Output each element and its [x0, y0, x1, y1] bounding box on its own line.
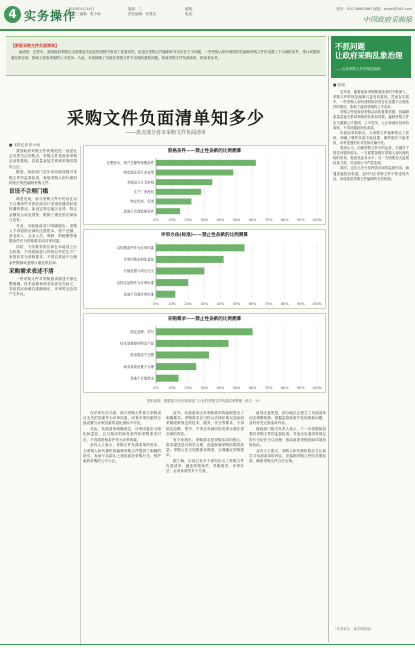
paragraph: 有专家指出，采购需求是采购活动的核心，需求描述是否科学合理，直接影响采购结果的质量。采购人应当加强需求调查，合理确定采购需求。	[166, 437, 244, 458]
chart-title: 资格条件——禁止性条款的比例测算	[167, 149, 242, 154]
chart-bar	[156, 375, 179, 382]
article-column-1	[9, 149, 77, 639]
article-column-2	[83, 411, 161, 646]
x-tick-label: 30%	[200, 386, 209, 390]
section-subheading: 采购需求表述不清	[9, 268, 54, 275]
x-tick-label: 20%	[184, 386, 192, 390]
category-label: 生产厂家授权	[133, 190, 154, 195]
sidebar-paragraph: 同时，还应当充分发挥供应商的监督作用，畅通质疑投诉渠道，及时纠正采购文件中的违规内容，形成规范采购文件编制的长效机制。	[333, 166, 409, 181]
column-divider	[80, 146, 81, 646]
section-title: 实务操作	[24, 9, 77, 23]
article-headline: 采购文件负面清单知多少	[67, 109, 265, 129]
x-tick-label: 70%	[264, 218, 273, 222]
chart-bar	[156, 256, 224, 263]
category-label: 其他不合理评审标准	[123, 292, 154, 297]
chart-bar	[156, 328, 253, 335]
chart-bar	[156, 363, 196, 370]
masthead-divider	[0, 29, 415, 31]
sidebar-paragraph: 采购文件是政府采购活动的重要依据，其编制质量直接关系到采购的效率和效果。编制采购文件应当遵循公开透明、公平竞争、公正和诚实信用的原则，不得设置歧视性条款。	[333, 110, 409, 130]
x-tick-label: 10%	[168, 386, 176, 390]
sidebar-commentary	[331, 36, 411, 642]
x-tick-label: 40%	[216, 302, 225, 306]
paragraph: 据了解，目前已有多个省份出台了采购文件负面清单，涵盖资格条件、采购需求、评审办法、合同条款等多个方面。	[166, 459, 244, 474]
paragraph: 调查发现，部分采购文件中仍存在以不合理条件对供应商实行差别待遇或歧视待遇的情况，如设定特定地区业绩、特定金额的合同业绩等，限制了潜在供应商参与竞争。	[9, 197, 77, 222]
category-label: 特定奖项、荣誉	[130, 199, 154, 204]
masthead	[0, 0, 415, 30]
sidebar-paragraph: 笔者认为，治理采购文件中的乱象，关键在于抓住问题的源头。一方面要加强对采购人和代理机构的培训，提高其业务水平；另一方面要加大监督检查力度，对违规行为严肃处理。	[333, 146, 409, 166]
x-tick-label: 40%	[216, 386, 225, 390]
sidebar-body	[333, 90, 409, 610]
x-tick-label: 80%	[281, 218, 289, 222]
sidebar-divider	[328, 36, 329, 642]
paragraph: 值得注意的是，部分地区还建立了负面清单动态调整机制，根据监督检查中发现的新问题，及时补充完善清单内容。	[249, 411, 326, 426]
sidebar-title-line: 让政府采购乱象治理	[335, 51, 403, 60]
x-tick-label: 0%	[153, 302, 159, 306]
chart-title: 采购需求——禁止性条款的比例测算	[167, 317, 242, 322]
x-tick-label: 50%	[232, 302, 241, 306]
category-label: 指定品牌、型号	[130, 330, 154, 334]
x-tick-label: 60%	[248, 386, 257, 390]
x-tick-label: 90%	[297, 218, 305, 222]
chart-source-note: 资料来源：根据部分省市财政部门公布的采购文件负面清单整理（单位：%）	[146, 399, 263, 403]
x-tick-label: 30%	[200, 218, 209, 222]
sidebar-subtitle: ——也谈采购文件的规范编制	[335, 67, 381, 71]
x-tick-label: 60%	[248, 218, 257, 222]
chart-bar	[156, 291, 175, 298]
sidebar-paragraph: 负面清单的推出，为采购文件编制划定了底线，明确了哪些条款不能设置，哪些做法不能采用，具有很强的针对性和可操作性。	[333, 130, 409, 145]
chart-bar	[156, 170, 233, 176]
chart-panel	[83, 145, 326, 407]
x-tick-label: 10%	[168, 302, 176, 306]
chart-bar	[156, 244, 245, 251]
paragraph: 同时，不得要求供应商在本地设立分支机构，不得将除进口货物以外的生产厂家授权作为资格要求，不得以其他不合理条件限制或者排斥潜在供应商。	[9, 245, 77, 265]
editor-note-box	[6, 36, 326, 76]
sidebar-footnote: （作者单位：某市财政局）	[333, 627, 374, 631]
chart-bar	[156, 160, 256, 166]
bar-chart-3	[83, 313, 326, 393]
editor-note-text: 编者按：近些年，我国政府采购在全面推进法治化的进程中取得了显著成效，但是在采购文件编制环节仍存在不少问题，一些采购人和代理机构在编制采购文件时设置了不合理的条件，排斥或限制潜在供应商，影响了政府采购的公平竞争。为此，本报梳理了各地在采购文件中出现的典型问题，形成采购文件负面清单，供读者参考。	[11, 50, 320, 60]
chart-bar	[156, 340, 228, 347]
x-tick-label: 0%	[153, 386, 159, 390]
paragraph: 财政部门相关负责人表示，下一步将继续加强对采购文件的监督检查，对违反负面清单规定的行为依法予以处理，推动政府采购营商环境持续优化。	[249, 427, 326, 447]
paragraph: 此外，负面清单还对采购需求的编制提出了明确要求。采购需求应当符合法律法规以及政府采购政策规定的技术、服务、安全等要求，不得指定品牌、型号，不得含有倾向性或排斥潜在供应商的内容。	[166, 411, 244, 436]
chart-bar	[156, 199, 191, 205]
x-tick-label: 70%	[264, 302, 273, 306]
x-tick-label: 100%	[312, 386, 322, 390]
category-label: 注册资本、资产总额等规模条件	[106, 161, 154, 166]
chart-svg	[84, 146, 327, 226]
category-label: 评审因素未细化量化	[123, 257, 154, 262]
chart-bar	[156, 189, 201, 195]
x-tick-label: 50%	[232, 386, 241, 390]
paragraph: 业内人士建议，采购人和代理机构应当认真学习负面清单的内容，在编制采购文件时对照检查，确保采购文件合法合规。	[249, 448, 326, 464]
x-tick-label: 20%	[184, 302, 192, 306]
article-subheadline: ——盘点部分省市采购文件负面清单	[125, 130, 206, 136]
page-number-badge: 4	[4, 6, 21, 23]
sidebar-title-line: 不抓问题	[335, 42, 365, 51]
article-column-3	[166, 411, 244, 646]
contact-meta: 邮箱： 电话：	[185, 7, 196, 16]
x-tick-label: 70%	[264, 386, 273, 390]
category-label: 特定地区或行业业绩	[123, 170, 154, 175]
category-label: 其他不合理资格条件	[123, 209, 154, 214]
x-tick-label: 40%	[216, 218, 225, 222]
bar-chart-2	[83, 229, 326, 309]
issue-meta: 2010年4月14日 星期三 编辑：张小雨	[68, 7, 101, 16]
x-tick-label: 100%	[312, 302, 322, 306]
category-label: 本地设立分支机构	[126, 180, 154, 185]
x-tick-label: 20%	[184, 218, 192, 222]
paragraph: 对此，多地财政部门明确提出，采购人不得将供应商的注册资本、资产总额、营业收入、从业人员、利润、纳税额等规模条件作为资格要求或评审因素。	[9, 223, 77, 244]
category-label: 分值设置与项目无关	[123, 269, 154, 274]
category-label: 以规模条件作为评审因素	[116, 246, 154, 250]
newspaper-name: 中国政府采购报	[363, 16, 412, 24]
chart-bar	[156, 268, 204, 275]
paragraph: 业内人士表示，采购文件负面清单的发布，为采购人和代理机构编制采购文件提供了明确的指引，有助于从源头上规范政府采购行为，维护政府采购的公平公正。	[83, 443, 161, 464]
paragraph: 据悉，财政部门近年来持续加强对采购文件的监督检查，督促采购人和代理机构依法规范编制采购文件。	[9, 170, 77, 185]
sidebar-author: ■ 张明	[333, 83, 345, 87]
chart-title: 评审办法(标准)——禁止性条款的比例测算	[161, 233, 248, 238]
category-label: 技术参数倾向特定产品	[120, 341, 154, 346]
x-tick-label: 50%	[232, 218, 241, 222]
x-tick-label: 80%	[281, 386, 289, 390]
category-label: 其他不合理需求	[130, 376, 154, 381]
sidebar-title	[335, 42, 403, 60]
sidebar-banner	[331, 36, 411, 78]
paragraph: 一些采购文件对采购需求描述不够完整明确，技术参数和商务条款存在歧义，导致供应商难以准确响应，评审时也容易产生争议。	[9, 276, 77, 297]
paragraph: 对此，负面清单明确规定，评审因素应当细化和量化，且与相应的商务条件和采购需求对应，不得将资格条件作为评审因素。	[83, 427, 161, 442]
x-tick-label: 30%	[200, 302, 209, 306]
page-bottom-rule	[0, 644, 415, 645]
chart-bar	[156, 279, 188, 286]
category-label: 需求描述不完整	[130, 353, 154, 358]
x-tick-label: 10%	[168, 218, 176, 222]
article-byline: ■ 本报记者 张小雨	[9, 143, 40, 147]
main-article	[6, 36, 326, 642]
chart-svg	[84, 314, 327, 394]
paragraph: 在评审办法方面，部分采购文件将与采购项目无关的因素作为评审因素，或者评审因素的分值设置与评审因素的量化指标不对应。	[83, 411, 161, 426]
chart-svg	[84, 230, 327, 310]
chart-bar	[156, 179, 212, 185]
category-label: 商务条款设置不合理	[123, 364, 154, 369]
category-label: 以特定品牌作为评审标准	[116, 280, 154, 285]
x-tick-label: 90%	[297, 386, 305, 390]
editor-meta: 版面：二 责任编辑：孙建光	[128, 7, 156, 16]
paragraph: 我国政府采购文件的规范性一直是社会各界关注的焦点，采购文件是政府采购活动的基础，其质量直接关系到采购结果的公正。	[9, 149, 77, 169]
sidebar-paragraph: 近年来，随着政府采购制度改革的不断深入，采购文件的规范编制日益受到重视。然而在实践中，一些采购人和代理机构仍然存在设置不合理条件的情况，影响了政府采购的公平竞争。	[333, 90, 409, 110]
hotline-info: 热线：010-58862863 邮箱：ptpm@163.com	[336, 7, 412, 11]
section-subheading: 首设不合理门槛	[9, 189, 49, 196]
chart-bar	[156, 352, 209, 359]
bar-chart-1	[83, 145, 326, 225]
x-tick-label: 100%	[312, 218, 322, 222]
x-tick-label: 0%	[153, 218, 159, 222]
x-tick-label: 60%	[248, 302, 257, 306]
x-tick-label: 90%	[297, 302, 305, 306]
editor-note-tag: 【新版采购文件负面清单】	[11, 43, 59, 48]
article-column-4	[249, 411, 326, 646]
chart-bar	[156, 208, 180, 214]
x-tick-label: 80%	[281, 302, 289, 306]
